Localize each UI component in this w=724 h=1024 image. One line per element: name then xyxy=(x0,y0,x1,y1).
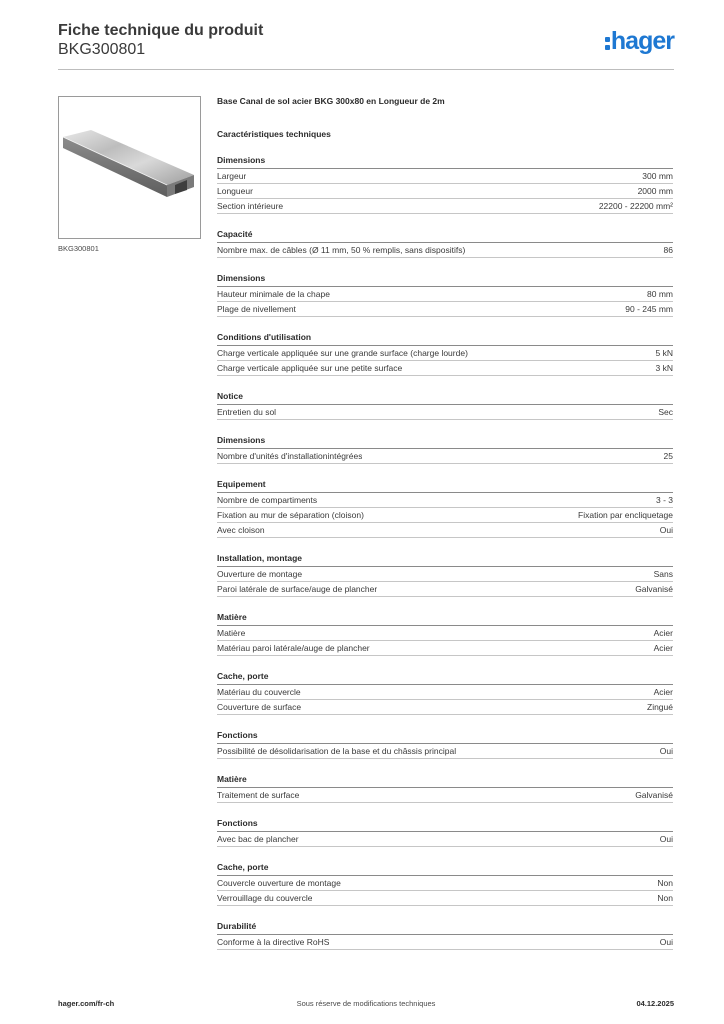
spec-value: Galvanisé xyxy=(635,790,673,800)
spec-group xyxy=(217,612,673,656)
spec-label: Couvercle ouverture de montage xyxy=(217,878,341,888)
specs-heading: Caractéristiques techniques xyxy=(217,129,331,139)
page-header xyxy=(58,22,674,66)
spec-label: Nombre de compartiments xyxy=(217,495,318,505)
spec-value: Non xyxy=(657,878,673,888)
spec-group xyxy=(217,155,673,214)
footer-date: 04.12.2025 xyxy=(636,999,674,1008)
spec-label: Traitement de surface xyxy=(217,790,300,800)
spec-groups xyxy=(217,155,673,950)
spec-label: Matériau du couvercle xyxy=(217,687,301,697)
spec-group-title: Installation, montage xyxy=(217,553,673,567)
spec-row xyxy=(217,287,673,302)
spec-row xyxy=(217,876,673,891)
spec-row xyxy=(217,641,673,656)
product-image xyxy=(58,96,201,239)
spec-group xyxy=(217,921,673,950)
page-title: Fiche technique du produit xyxy=(58,22,264,39)
spec-label: Plage de nivellement xyxy=(217,304,296,314)
footer-website: hager.com/fr-ch xyxy=(58,999,115,1008)
spec-label: Section intérieure xyxy=(217,201,284,211)
spec-row xyxy=(217,567,673,582)
spec-row xyxy=(217,700,673,715)
spec-label: Avec cloison xyxy=(217,525,265,535)
spec-value: Zingué xyxy=(647,702,673,712)
spec-group-title: Durabilité xyxy=(217,921,673,935)
spec-group xyxy=(217,273,673,317)
spec-row xyxy=(217,744,673,759)
spec-group-title: Dimensions xyxy=(217,435,673,449)
spec-row xyxy=(217,788,673,803)
spec-group-title: Fonctions xyxy=(217,730,673,744)
spec-row xyxy=(217,243,673,258)
spec-row xyxy=(217,626,673,641)
spec-label: Possibilité de désolidarisation de la base et du châssis principal xyxy=(217,746,457,756)
spec-group xyxy=(217,774,673,803)
spec-label: Hauteur minimale de la chape xyxy=(217,289,330,299)
spec-label: Fixation au mur de séparation (cloison) xyxy=(217,510,364,520)
product-description: Base Canal de sol acier BKG 300x80 en Longueur de 2m xyxy=(217,96,445,106)
spec-value: Galvanisé xyxy=(635,584,673,594)
spec-label: Largeur xyxy=(217,171,247,181)
spec-value: Oui xyxy=(659,746,673,756)
spec-value: Oui xyxy=(659,937,673,947)
spec-value: 80 mm xyxy=(647,289,673,299)
spec-group-title: Fonctions xyxy=(217,818,673,832)
spec-row xyxy=(217,582,673,597)
spec-label: Entretien du sol xyxy=(217,407,277,417)
spec-row xyxy=(217,405,673,420)
spec-row xyxy=(217,302,673,317)
spec-label: Charge verticale appliquée sur une grande surface (charge lourde) xyxy=(217,348,468,358)
spec-row xyxy=(217,449,673,464)
spec-group xyxy=(217,391,673,420)
spec-value: Non xyxy=(657,893,673,903)
product-reference: BKG300801 xyxy=(58,41,146,58)
spec-label: Paroi latérale de surface/auge de plancher xyxy=(217,584,378,594)
spec-value: Sans xyxy=(653,569,673,579)
spec-row xyxy=(217,169,673,184)
spec-row xyxy=(217,523,673,538)
spec-value: Acier xyxy=(653,687,673,697)
spec-value: Sec xyxy=(658,407,673,417)
spec-row xyxy=(217,685,673,700)
spec-row xyxy=(217,493,673,508)
spec-group-title: Dimensions xyxy=(217,155,673,169)
footer-disclaimer: Sous réserve de modifications techniques xyxy=(296,999,436,1008)
spec-label: Matériau paroi latérale/auge de plancher xyxy=(217,643,370,653)
spec-group xyxy=(217,332,673,376)
spec-label: Avec bac de plancher xyxy=(217,834,299,844)
spec-row xyxy=(217,935,673,950)
logo-text: hager xyxy=(610,27,674,55)
spec-group xyxy=(217,229,673,258)
spec-group xyxy=(217,862,673,906)
spec-label: Charge verticale appliquée sur une petite surface xyxy=(217,363,403,373)
spec-label: Matière xyxy=(217,628,246,638)
logo-mark-icon xyxy=(605,37,610,50)
image-caption: BKG300801 xyxy=(58,244,99,253)
spec-value: 2000 mm xyxy=(637,186,673,196)
spec-group-title: Conditions d'utilisation xyxy=(217,332,673,346)
spec-label: Ouverture de montage xyxy=(217,569,303,579)
spec-group-title: Matière xyxy=(217,774,673,788)
spec-row xyxy=(217,346,673,361)
spec-content xyxy=(217,96,673,950)
spec-group-title: Cache, porte xyxy=(217,862,673,876)
spec-group-title: Capacité xyxy=(217,229,673,243)
spec-row xyxy=(217,508,673,523)
spec-label: Conforme à la directive RoHS xyxy=(217,937,330,947)
spec-group-title: Notice xyxy=(217,391,673,405)
page-footer xyxy=(58,999,674,1011)
spec-group xyxy=(217,479,673,538)
spec-group xyxy=(217,435,673,464)
spec-value: Fixation par encliquetage xyxy=(578,510,673,520)
spec-value: Acier xyxy=(653,643,673,653)
hager-logo xyxy=(605,27,674,55)
spec-value: 3 kN xyxy=(655,363,673,373)
spec-group xyxy=(217,671,673,715)
spec-value: 22200 - 22200 mm² xyxy=(598,201,673,211)
spec-label: Nombre d'unités d'installationintégrées xyxy=(217,451,363,461)
spec-label: Longueur xyxy=(217,186,253,196)
floor-duct-image-icon xyxy=(59,97,200,238)
spec-row xyxy=(217,832,673,847)
spec-label: Couverture de surface xyxy=(217,702,302,712)
spec-value: 3 - 3 xyxy=(655,495,673,505)
spec-value: 90 - 245 mm xyxy=(625,304,673,314)
spec-row xyxy=(217,184,673,199)
spec-value: 25 xyxy=(663,451,673,461)
header-divider xyxy=(58,69,674,70)
spec-value: Oui xyxy=(659,834,673,844)
spec-value: 86 xyxy=(663,245,673,255)
spec-value: Oui xyxy=(659,525,673,535)
spec-group xyxy=(217,730,673,759)
spec-group xyxy=(217,818,673,847)
spec-group-title: Equipement xyxy=(217,479,673,493)
spec-group-title: Cache, porte xyxy=(217,671,673,685)
spec-value: 300 mm xyxy=(642,171,673,181)
spec-group-title: Matière xyxy=(217,612,673,626)
spec-label: Verrouillage du couvercle xyxy=(217,893,313,903)
spec-value: 5 kN xyxy=(655,348,673,358)
spec-group xyxy=(217,553,673,597)
spec-label: Nombre max. de câbles (Ø 11 mm, 50 % remplis, sans dispositifs) xyxy=(217,245,466,255)
spec-value: Acier xyxy=(653,628,673,638)
spec-row xyxy=(217,891,673,906)
spec-row xyxy=(217,361,673,376)
spec-group-title: Dimensions xyxy=(217,273,673,287)
spec-row xyxy=(217,199,673,214)
